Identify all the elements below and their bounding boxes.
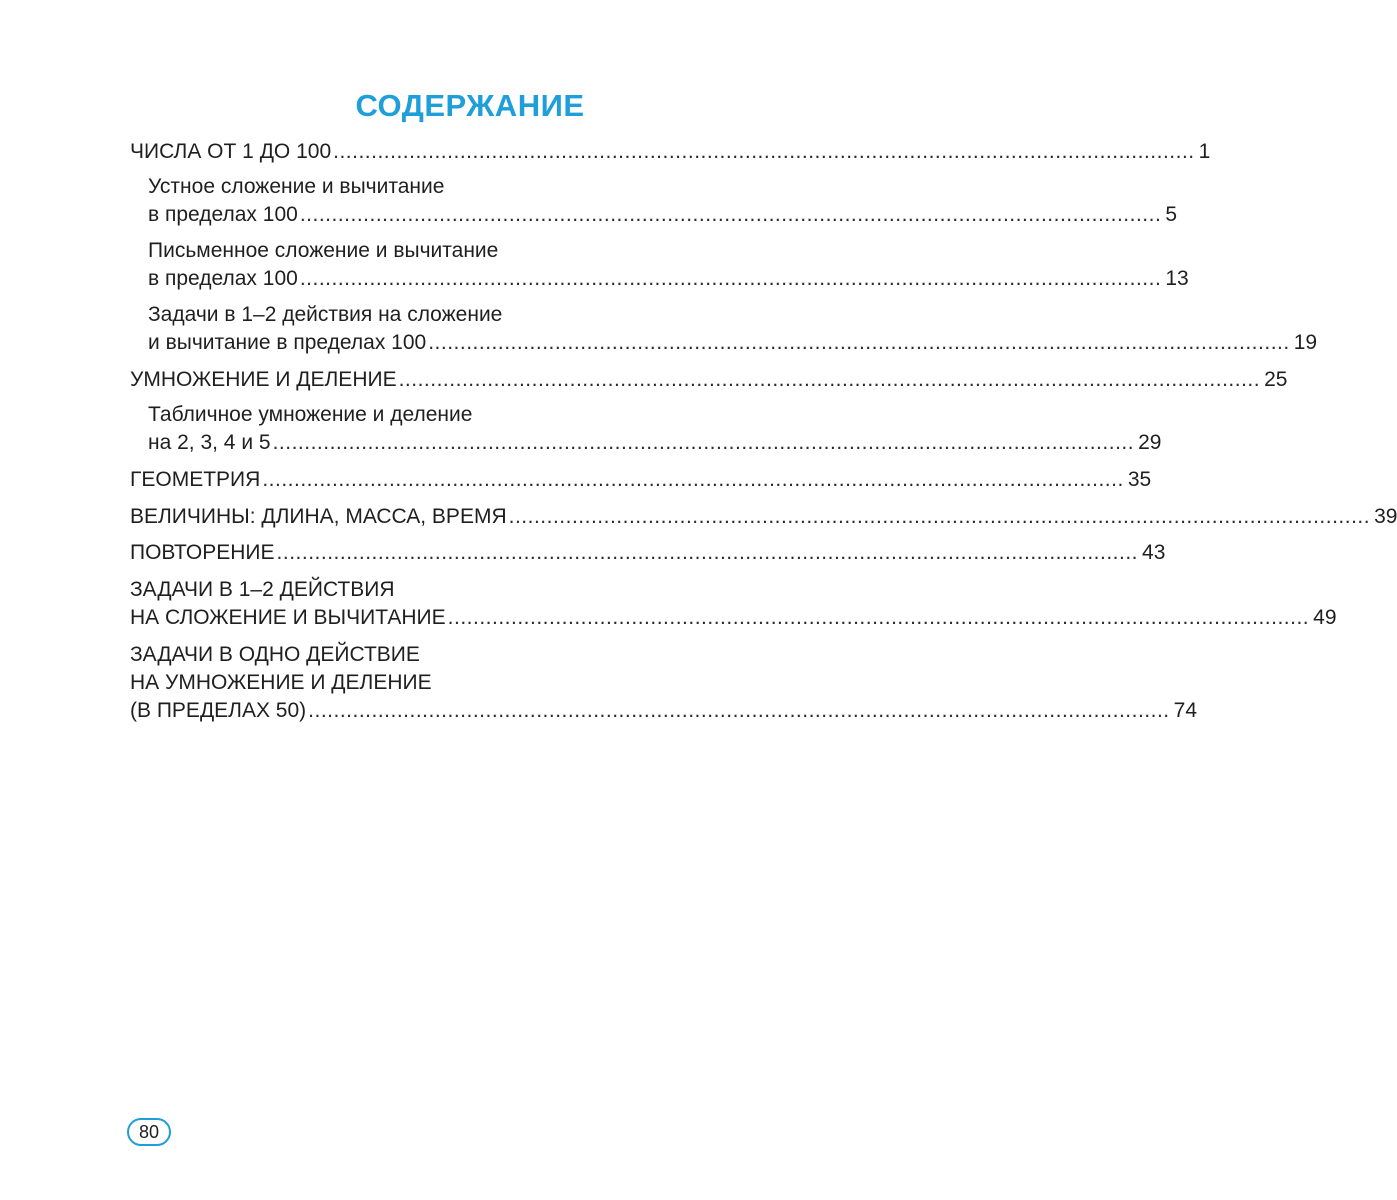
toc-entry (130, 138, 1211, 166)
dot-leader: ........................................................................................................................................ (262, 468, 1124, 491)
toc-entry-title-cont: НА СЛОЖЕНИЕ И ВЫЧИТАНИЕ (130, 606, 446, 629)
toc-entry (148, 401, 1162, 457)
dot-leader: ........................................................................................................................................ (428, 331, 1290, 354)
toc-entry (148, 301, 1318, 357)
toc-entry (130, 539, 1166, 567)
toc-page-number: 39 (1374, 505, 1397, 528)
page-number-badge: 80 (127, 1118, 171, 1146)
toc-entry (130, 466, 1152, 494)
toc-page-number: 19 (1293, 331, 1318, 354)
dot-leader: ........................................................................................................................................ (272, 431, 1135, 454)
toc-entry-title-cont: в пределах 100 (148, 267, 298, 290)
toc-entry-title-cont: на 2, 3, 4 и 5 (148, 431, 271, 454)
dot-leader: ........................................................................................................................................ (333, 140, 1195, 163)
toc-entry-title: Задачи в 1–2 действия на сложение (148, 303, 503, 326)
toc-entry-title: УМНОЖЕНИЕ И ДЕЛЕНИЕ (130, 368, 397, 391)
toc-entry-title-cont: НА УМНОЖЕНИЕ И ДЕЛЕНИЕ (130, 671, 432, 694)
toc-entry-title: ЧИСЛА ОТ 1 ДО 100 (130, 140, 332, 163)
toc-entry-title: ГЕОМЕТРИЯ (130, 468, 261, 491)
dot-leader: ........................................................................................................................................ (308, 699, 1170, 722)
dot-leader: ........................................................................................................................................ (299, 203, 1162, 226)
toc-entry-title-cont: (В ПРЕДЕЛАХ 50) (130, 699, 307, 722)
toc-entry (130, 641, 1198, 725)
dot-leader: ........................................................................................................................................ (299, 267, 1162, 290)
toc-entry-title-cont: и вычитание в пределах 100 (148, 331, 427, 354)
toc-entry-title: ВЕЛИЧИНЫ: ДЛИНА, МАССА, ВРЕМЯ (130, 505, 507, 528)
dot-leader: ........................................................................................................................................ (398, 368, 1261, 391)
toc-entry-title: ПОВТОРЕНИЕ (130, 541, 275, 564)
toc-entry (130, 503, 1397, 531)
toc-page-number: 74 (1173, 699, 1198, 722)
toc-page-number: 13 (1165, 267, 1189, 290)
toc-entry-title-cont: в пределах 100 (148, 203, 298, 226)
toc-page-number: 1 (1198, 140, 1211, 163)
toc-page-number: 49 (1313, 606, 1337, 629)
toc-entry-title: Устное сложение и вычитание (148, 175, 445, 198)
toc-entry-title: Табличное умножение и деление (148, 403, 473, 426)
toc-page-number: 29 (1138, 431, 1162, 454)
toc-entry-title: ЗАДАЧИ В 1–2 ДЕЙСТВИЯ (130, 578, 395, 601)
toc-page-number: 5 (1165, 203, 1177, 226)
dot-leader: ........................................................................................................................................ (447, 606, 1310, 629)
toc-entry (130, 576, 1337, 632)
toc-entry (148, 237, 1189, 293)
toc-entry (130, 366, 1288, 394)
toc-page-number: 25 (1264, 368, 1288, 391)
toc-page-number: 35 (1127, 468, 1152, 491)
dot-leader: ........................................................................................................................................ (508, 505, 1371, 528)
toc-page-number: 43 (1142, 541, 1166, 564)
toc-entry-title: ЗАДАЧИ В ОДНО ДЕЙСТВИЕ (130, 643, 420, 666)
dot-leader: ........................................................................................................................................ (276, 541, 1139, 564)
page-title: СОДЕРЖАНИЕ (355, 88, 585, 123)
toc-entry (148, 173, 1177, 229)
toc-entry-title: Письменное сложение и вычитание (148, 239, 499, 262)
